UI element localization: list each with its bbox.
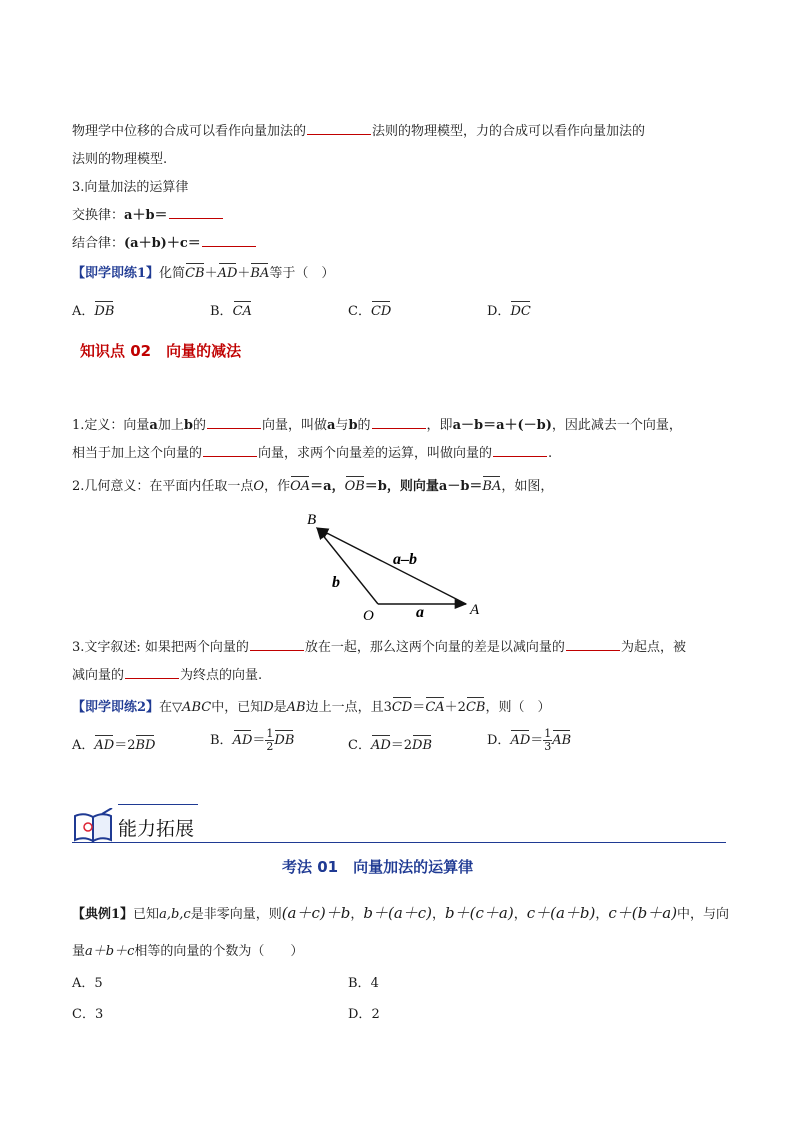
equals-sign: ＝ xyxy=(412,700,426,715)
drill-2-option-b[interactable] xyxy=(210,728,294,753)
textual-description-line2 xyxy=(72,664,262,683)
geo-text: ，如图， xyxy=(501,479,554,494)
vector-ob-arrow xyxy=(317,528,378,604)
drill-2-question xyxy=(72,696,550,715)
geometric-meaning xyxy=(72,475,553,494)
desc-text: 放在一起，那么这两个向量的差是以减向量的 xyxy=(304,640,565,655)
example-1-option-c[interactable] xyxy=(72,1003,103,1022)
vector-subtraction-diagram xyxy=(290,500,510,630)
option-operator: ＝ xyxy=(252,733,266,748)
method-01-title: 考法 01 向量加法的运算律 xyxy=(282,858,474,876)
drill-1-option-d[interactable] xyxy=(487,300,531,319)
subtraction-definition-line2 xyxy=(72,442,552,461)
vector-ad: AD xyxy=(94,738,115,753)
example-1-option-a[interactable] xyxy=(72,972,103,991)
desc-text: 减向量的 xyxy=(72,668,125,683)
vector-cb: CB xyxy=(465,700,486,715)
option-label: C． xyxy=(72,1007,95,1022)
addition-physics-paragraph xyxy=(72,120,645,139)
option-label: B． xyxy=(210,304,233,319)
vector-ad: AD xyxy=(370,738,391,753)
option-vector: CA xyxy=(232,304,252,319)
drill-2-text: 是 xyxy=(273,700,287,715)
section-title-subtraction: 知识点 02 向量的减法 xyxy=(80,342,242,360)
var-b: b xyxy=(183,418,193,433)
expression-1: (a＋c)＋b xyxy=(281,904,351,922)
option-label: B． xyxy=(210,733,233,748)
example-text: 是非零向量，则 xyxy=(190,907,282,922)
fraction-one-third xyxy=(543,728,552,753)
example-text: 相等的向量的个数为（ ） xyxy=(134,944,304,959)
sum-expression: a＋b＋c xyxy=(85,944,135,959)
commutative-expression: a＋b＝ xyxy=(124,208,168,223)
addition-physics-paragraph-line2 xyxy=(72,148,167,167)
def-text: 向量，求两个向量差的运算，叫做向量的 xyxy=(258,446,493,461)
fraction-numerator: 1 xyxy=(544,727,552,740)
option-label: C． xyxy=(348,304,371,319)
commutative-law xyxy=(72,204,224,223)
label-point-b: B xyxy=(307,512,317,528)
vector-bd: BD xyxy=(135,738,156,753)
option-label: D． xyxy=(348,1007,372,1022)
fraction-denominator: 2 xyxy=(266,740,274,753)
geo-text: ，作 xyxy=(264,479,291,494)
separator: ， xyxy=(513,907,527,922)
ability-title: 能力拓展 xyxy=(118,818,195,840)
addition-physics-text-1: 物理学中位移的合成可以看作向量加法的 xyxy=(72,124,307,139)
drill-1-option-c[interactable] xyxy=(348,300,391,319)
separator: ， xyxy=(350,907,364,922)
geo-text: 2.几何意义：在平面内任取一点 xyxy=(72,479,254,494)
point-d: D xyxy=(263,700,274,715)
drill-2-option-a[interactable] xyxy=(72,734,155,753)
def-text: 相当于加上这个向量的 xyxy=(72,446,203,461)
vector-ad: AD xyxy=(510,733,531,748)
expression-5: c＋(b＋a) xyxy=(608,904,678,922)
drill-1-tag: 【即学即练1】 xyxy=(72,266,160,281)
def-text: . xyxy=(548,446,553,461)
drill-2-ending: ，则（ ） xyxy=(485,700,551,715)
geo-text: ＝a， xyxy=(310,479,345,494)
header-bottom-rule xyxy=(72,842,726,843)
label-a: a xyxy=(416,604,424,621)
option-label: D． xyxy=(487,304,511,319)
operation-laws-heading: 3.向量加法的运算律 xyxy=(72,180,189,195)
label-point-a: A xyxy=(470,602,480,618)
vector-ob: OB xyxy=(344,479,365,494)
example-text: 已知 xyxy=(133,907,160,922)
associative-label: 结合律： xyxy=(72,236,125,251)
drill-2-option-d[interactable] xyxy=(487,728,571,753)
desc-text: 为终点的向量. xyxy=(180,668,263,683)
option-label: A． xyxy=(72,738,95,753)
vector-variables: a,b,c xyxy=(159,907,191,922)
subtraction-identity: a－b＝a＋(－b) xyxy=(452,418,552,433)
book-icon xyxy=(72,808,116,844)
expression-2: b＋(a＋c) xyxy=(363,904,433,922)
def-text: 加上 xyxy=(157,418,184,433)
example-1-question xyxy=(72,902,729,923)
answer-blank xyxy=(493,442,547,457)
option-value: 3 xyxy=(94,1007,104,1022)
vector-ba-arrow xyxy=(317,528,466,604)
option-vector: DB xyxy=(94,304,115,319)
example-1-tag: 【典例1】 xyxy=(72,907,134,922)
option-vector: CD xyxy=(370,304,392,319)
expression-3: b＋(c＋a) xyxy=(445,904,514,922)
option-value: 4 xyxy=(370,976,379,991)
answer-blank xyxy=(125,664,179,679)
vector-cd: CD xyxy=(391,700,413,715)
drill-2-text: 边上一点，且 xyxy=(305,700,384,715)
fraction-numerator: 1 xyxy=(266,727,274,740)
option-label: B． xyxy=(348,976,371,991)
answer-blank xyxy=(250,636,304,651)
option-value: 2 xyxy=(371,1007,380,1022)
option-operator: ＝2 xyxy=(390,738,413,753)
vector-ad: AD xyxy=(232,733,253,748)
vector-ba: BA xyxy=(250,266,270,281)
var-a: a xyxy=(326,418,336,433)
def-text: 1.定义：向量 xyxy=(72,418,150,433)
addition-physics-text-3: 法则的物理模型. xyxy=(72,152,168,167)
separator: ， xyxy=(432,907,446,922)
desc-text: 3.文字叙述: 如果把两个向量的 xyxy=(72,640,249,655)
option-operator: ＝ xyxy=(530,733,544,748)
drill-1-text: 化简 xyxy=(159,266,186,281)
drill-1-question xyxy=(72,262,334,281)
answer-blank xyxy=(207,414,261,429)
var-a: a xyxy=(149,418,158,433)
example-text: 中，与向 xyxy=(677,907,730,922)
def-text: ，因此减去一个向量， xyxy=(551,418,682,433)
vector-ad: AD xyxy=(217,266,238,281)
option-label: A． xyxy=(72,304,95,319)
drill-1-option-a[interactable] xyxy=(72,300,114,319)
associative-law xyxy=(72,232,257,251)
example-1-option-b[interactable] xyxy=(348,972,379,991)
label-a-minus-b: a–b xyxy=(393,551,417,568)
def-text: 与 xyxy=(335,418,349,433)
textual-description xyxy=(72,636,686,655)
geo-text: ＝b，则向量 xyxy=(364,479,439,494)
label-b: b xyxy=(332,574,340,591)
example-1-question-line2 xyxy=(72,940,303,959)
option-value: 5 xyxy=(94,976,103,991)
addition-physics-text-2: 法则的物理模型，力的合成可以看作向量加法的 xyxy=(372,124,646,139)
vector-db: DB xyxy=(274,733,295,748)
subtraction-definition xyxy=(72,414,682,433)
vector-oa: OA xyxy=(290,479,311,494)
drill-2-text: 中，已知 xyxy=(211,700,264,715)
def-text: 的 xyxy=(192,418,206,433)
drill-1-ending: 等于（ ） xyxy=(269,266,335,281)
segment-ab: AB xyxy=(286,700,306,715)
def-text: 的 xyxy=(357,418,371,433)
option-label: D． xyxy=(487,733,511,748)
fraction-denominator: 3 xyxy=(544,740,552,753)
vector-cb: CB xyxy=(185,266,205,281)
vector-ab: AB xyxy=(552,733,572,748)
drill-1-option-b[interactable] xyxy=(210,300,252,319)
example-text: 量 xyxy=(72,944,86,959)
answer-blank xyxy=(169,204,223,219)
var-b: b xyxy=(348,418,358,433)
header-top-rule xyxy=(118,804,198,805)
drill-2-tag: 【即学即练2】 xyxy=(72,700,160,715)
answer-blank xyxy=(566,636,620,651)
answer-blank xyxy=(307,120,371,135)
triangle-abc: ▽ABC xyxy=(172,700,212,715)
def-text: ，即 xyxy=(426,418,453,433)
option-label: A． xyxy=(72,976,95,991)
associative-expression: (a＋b)＋c＝ xyxy=(124,236,201,251)
plus-sign: ＋ xyxy=(237,266,251,281)
plus-sign: ＋ xyxy=(204,266,218,281)
separator: ， xyxy=(595,907,609,922)
commutative-label: 交换律： xyxy=(72,208,125,223)
drill-2-text: 在 xyxy=(159,700,173,715)
option-operator: ＝2 xyxy=(114,738,136,753)
coefficient: ＋2 xyxy=(444,700,466,715)
answer-blank xyxy=(372,414,426,429)
label-point-o: O xyxy=(363,608,374,624)
option-label: C． xyxy=(348,738,371,753)
vector-db: DB xyxy=(412,738,433,753)
vector-ca: CA xyxy=(425,700,445,715)
answer-blank xyxy=(202,232,256,247)
drill-2-option-c[interactable] xyxy=(348,734,432,753)
desc-text: 为起点，被 xyxy=(620,640,686,655)
geo-expression: a－b＝ xyxy=(438,479,483,494)
option-vector: DC xyxy=(510,304,531,319)
ability-header xyxy=(72,804,726,848)
expression-4: c＋(a＋b) xyxy=(526,904,596,922)
answer-blank xyxy=(203,442,257,457)
coefficient: 3 xyxy=(383,700,392,715)
example-1-option-d[interactable] xyxy=(348,1003,380,1022)
vector-ba: BA xyxy=(482,479,502,494)
def-text: 向量，叫做 xyxy=(261,418,327,433)
point-o: O xyxy=(253,479,265,494)
